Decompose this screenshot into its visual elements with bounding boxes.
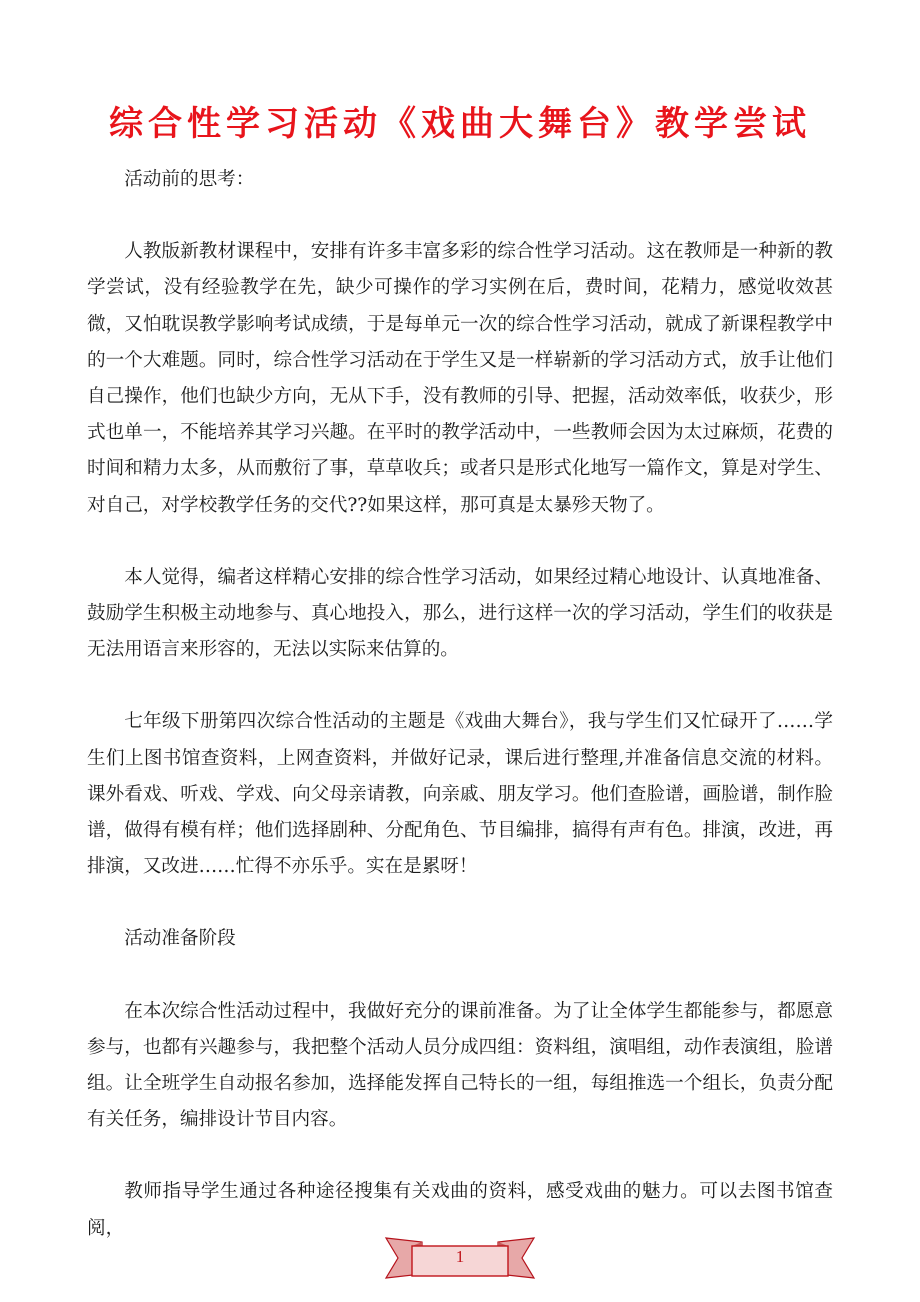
paragraph-guidance: 教师指导学生通过各种途径搜集有关戏曲的资料，感受戏曲的魅力。可以去图书馆查阅，	[87, 1181, 833, 1239]
paragraph-gap	[87, 885, 833, 921]
page-number-ribbon	[382, 1234, 538, 1282]
paragraph-gap	[87, 668, 833, 704]
paragraph-gap	[87, 958, 833, 994]
paragraph-gap	[87, 524, 833, 560]
paragraph-pre-activity-heading: 活动前的思考：	[124, 169, 255, 190]
page-number: 1	[455, 1247, 465, 1266]
paragraph-grouping: 在本次综合性活动过程中，我做好充分的课前准备。为了让全体学生都能参与，都愿意参与，也都有兴趣参与，我把整个活动人员分成四组：资料组，演唱组，动作表演组，脸谱组。让全班学生自动报名参加，选择能发挥自己特长的一组，每组推选一个组长，负责分配有关任务，编排设计节目内容。	[87, 1000, 833, 1131]
paragraph-gap	[87, 1138, 833, 1174]
paragraph-reflection: 人教版新教材课程中，安排有许多丰富多彩的综合性学习活动。这在教师是一种新的教学尝试，没有经验教学在先，缺少可操作的学习实例在后，费时间，花精力，感觉收效甚微，又怕耽误教学影响考试成绩，于是每单元一次的综合性学习活动，就成了新课程教学中的一个大难题。同时，综合性学习活动在于学生又是一样崭新的学习活动方式，放手让他们自己操作，他们也缺少方向，无从下手，没有教师的引导、把握，活动效率低，收获少，形式也单一，不能培养其学习兴趣。在平时的教学活动中，一些教师会因为太过麻烦，花费的时间和精力太多，从而敷衍了事，草草收兵；或者只是形式化地写一篇作文，算是对学生、对自己，对学校教学任务的交代??如果这样，那可真是太暴殄天物了。	[87, 241, 833, 516]
paragraph-gap	[87, 198, 833, 234]
page-title: 综合性学习活动《戏曲大舞台》教学尝试	[109, 104, 811, 144]
paragraph-preparation-heading: 活动准备阶段	[124, 928, 236, 950]
paragraph-theme: 七年级下册第四次综合性活动的主题是《戏曲大舞台》，我与学生们又忙碌开了……学生们上图书馆查资料，上网查资料，并做好记录，课后进行整理,并准备信息交流的材料。课外看戏、听戏、学戏、向父母亲请教，向亲戚、朋友学习。他们查脸谱，画脸谱，制作脸谱，做得有模有样；他们选择剧种、分配角色、节目编排，搞得有声有色。排演，改进，再排演，又改进……忙得不亦乐乎。实在是累呀！	[87, 711, 833, 878]
paragraph-opinion: 本人觉得，编者这样精心安排的综合性学习活动，如果经过精心地设计、认真地准备、鼓励学生积极主动地参与、真心地投入，那么，进行这样一次的学习活动，学生们的收获是无法用语言来形容的，无法以实际来估算的。	[87, 566, 833, 661]
document-body	[87, 162, 833, 1247]
